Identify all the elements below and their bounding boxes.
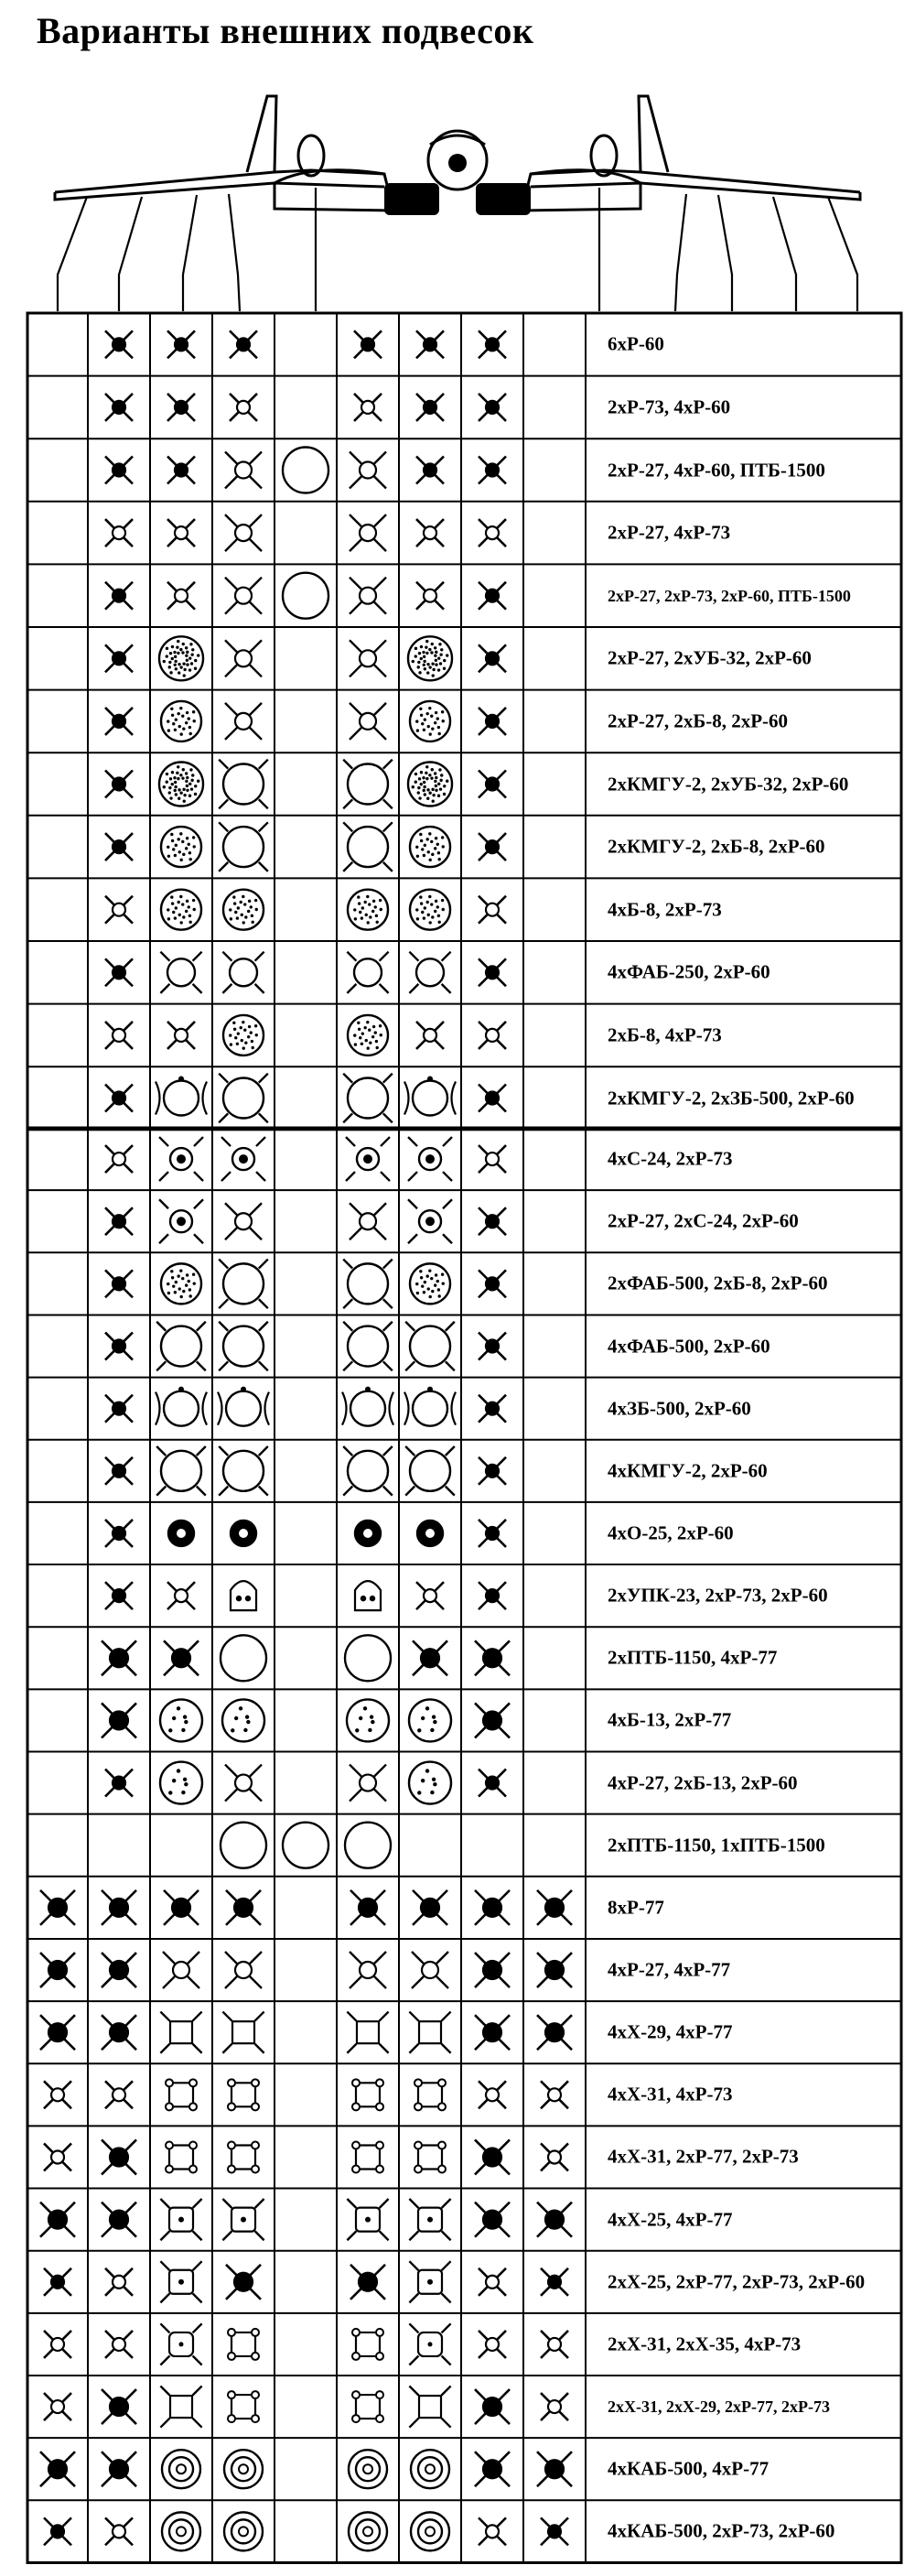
loadout-label: 2хКМГУ-2, 2хБ-8, 2хР-60 — [608, 835, 825, 858]
pylon-symbol-x-shape-filled-small — [479, 1395, 506, 1423]
pylon-symbol-x-shape-outline-small — [416, 519, 444, 547]
pylon-symbol-circle-with-lugs — [343, 822, 393, 871]
pylon-symbol-circle-dotted — [161, 701, 201, 741]
pylon-symbol-x-shape-filled-small — [105, 771, 133, 798]
pylon-symbol-x-shape-filled-small — [105, 958, 133, 986]
pylon-symbol-x-shape-filled-large — [102, 1703, 136, 1737]
pylon-symbol-x-shape-filled-large — [475, 1640, 510, 1675]
pylon-symbol-x-shape-filled-small — [479, 457, 506, 484]
pylon-symbol-circle-five-dots — [160, 1699, 202, 1741]
pylon-symbol-square-with-dot — [222, 2199, 264, 2240]
pylon-symbol-x-shape-filled-large — [413, 1640, 447, 1675]
pylon-symbol-x-shape-filled-large — [475, 2389, 510, 2424]
pylon-symbol-concentric-circles — [349, 2512, 387, 2550]
pylon-symbol-square-with-lugs — [228, 2141, 259, 2172]
loadout-label: 2хХ-31, 2хХ-29, 2хР-77, 2хР-73 — [608, 2397, 830, 2417]
pylon-symbol-x-shape-outline-small — [105, 896, 133, 924]
pylon-symbol-x-shape-filled-small — [105, 582, 133, 610]
pylon-symbol-x-shape-outline-small — [541, 2143, 568, 2170]
pylon-symbol-circle-dotted-dense — [159, 763, 203, 806]
loadout-label: 2хР-27, 2хС-24, 2хР-60 — [608, 1209, 799, 1232]
loadout-label: 4хР-27, 4хР-77 — [608, 1958, 731, 1981]
loadout-label: 4хС-24, 2хР-73 — [608, 1147, 733, 1170]
pylon-symbol-concentric-circles — [162, 2512, 200, 2550]
pylon-symbol-x-shape-filled-large — [350, 1890, 385, 1925]
loadout-label: 4хХ-25, 4хР-77 — [608, 2208, 733, 2231]
pylon-symbol-square-with-lugs — [414, 2141, 446, 2172]
pylon-symbol-filled-ring — [231, 1521, 256, 1546]
pylon-symbol-circle-with-lugs — [156, 1446, 206, 1496]
loadout-label: 2хР-27, 2хР-73, 2хР-60, ПТБ-1500 — [608, 586, 851, 605]
pylon-symbol-x-shape-large-outline — [350, 1765, 386, 1802]
pylon-symbol-x-shape-filled-small — [479, 1520, 506, 1547]
pylon-symbol-x-shape-filled-large — [40, 2452, 75, 2486]
loadout-label: 4хХ-31, 2хР-77, 2хР-73 — [608, 2145, 799, 2168]
pylon-symbol-square-with-lugs — [166, 2141, 197, 2172]
pylon-symbol-x-shape-filled-large — [102, 2389, 136, 2424]
loadout-label: 4хФАБ-500, 2хР-60 — [608, 1335, 770, 1358]
pylon-symbol-circle-dotted — [348, 890, 388, 930]
pylon-symbol-x-shape-filled-large — [475, 1953, 510, 1987]
pylon-symbol-x-shape-filled-large — [537, 2203, 572, 2237]
pylon-symbol-x-shape-large-outline — [350, 1203, 386, 1239]
loadout-label: 4хО-25, 2хР-60 — [608, 1521, 734, 1544]
pylon-symbol-circle-dotted — [410, 1263, 450, 1304]
pylon-symbol-x-shape-filled-small — [479, 708, 506, 735]
pylon-symbol-concentric-circles — [349, 2450, 387, 2488]
pylon-symbol-circle-with-lugs — [219, 1074, 268, 1123]
pylon-symbol-filled-ring — [168, 1521, 194, 1546]
pylon-symbol-x-shape-filled-large — [475, 2139, 510, 2174]
pylon-symbol-x-shape-filled-small — [105, 833, 133, 860]
pylon-symbol-x-shape-outline-small — [105, 519, 133, 547]
pylon-symbol-circle-dotted — [348, 1015, 388, 1055]
pylon-symbol-circle-dotted-dense — [408, 636, 452, 680]
pylon-symbol-concentric-circles — [411, 2512, 449, 2550]
pylon-symbol-square-with-lugs — [352, 2079, 383, 2110]
pylon-symbol-x-shape-filled-small — [416, 330, 444, 358]
pylon-symbol-x-shape-filled-small — [105, 1207, 133, 1235]
pylon-symbol-x-shape-filled-small — [105, 1270, 133, 1297]
pylon-symbol-square-with-lugs — [352, 2141, 383, 2172]
pylon-symbol-x-shape-outline-small — [416, 1022, 444, 1049]
pylon-symbol-x-shape-outline-small — [105, 1022, 133, 1049]
pylon-symbol-x-shape-filled-small — [416, 457, 444, 484]
pylon-symbol-x-shape-filled-large — [475, 2015, 510, 2050]
pylon-symbol-circle-with-lugs — [405, 1322, 455, 1371]
loadout-label: 4хХ-31, 4хР-73 — [608, 2083, 733, 2105]
pylon-symbol-x-shape-large-outline — [225, 1952, 262, 1988]
pylon-symbol-circle-five-dots — [222, 1699, 264, 1741]
pylon-symbol-x-shape-large-outline — [225, 452, 262, 489]
pylon-symbol-x-shape-outline-small — [479, 519, 506, 547]
pylon-symbol-circle-with-lugs — [405, 1446, 455, 1496]
pylon-symbol-x-shape-outline-small — [167, 519, 195, 547]
pylon-symbol-x-shape-filled-large — [226, 2265, 261, 2300]
pylon-symbol-x-shape-with-dot — [159, 1137, 203, 1181]
pylon-symbol-x-shape-filled-small — [479, 1457, 506, 1485]
pylon-symbol-square-with-lugs — [352, 2391, 383, 2422]
pylon-symbol-x-shape-filled-small — [105, 644, 133, 672]
pylon-symbol-circle-large — [345, 1823, 391, 1868]
pylon-symbol-x-shape-outline-small — [541, 2393, 568, 2420]
pylon-symbol-x-shape-large-outline — [350, 514, 386, 551]
pylon-symbol-x-shape-filled-small — [541, 2517, 568, 2545]
pylon-symbol-x-shape-filled-large — [475, 1703, 510, 1737]
loadout-label: 4хБ-13, 2хР-77 — [608, 1708, 732, 1731]
pylon-symbol-x-shape-large-outline — [225, 640, 262, 676]
loadout-label: 4хБ-8, 2хР-73 — [608, 898, 722, 921]
loadout-label: 2хКМГУ-2, 2хУБ-32, 2хР-60 — [608, 773, 849, 795]
pylon-symbol-circle-with-lugs — [219, 1322, 268, 1371]
table-section-border — [27, 313, 901, 1130]
pylon-symbol-x-shape-outline-small — [479, 1145, 506, 1173]
loadout-label: 2хХ-25, 2хР-77, 2хР-73, 2хР-60 — [608, 2270, 866, 2293]
pylon-symbol-concentric-circles — [162, 2450, 200, 2488]
pylon-symbol-x-shape-filled-large — [40, 2015, 75, 2050]
pylon-symbol-x-shape-outline-small — [354, 394, 382, 421]
pylon-symbol-x-shape-filled-small — [479, 1207, 506, 1235]
pylon-symbol-x-shape-filled-large — [102, 2139, 136, 2174]
pylon-symbol-circle-with-lugs — [343, 1446, 393, 1496]
pylon-symbol-concentric-circles — [224, 2512, 263, 2550]
pylon-symbol-x-shape-outline-small — [44, 2143, 71, 2170]
pylon-symbol-circle-dotted — [161, 890, 201, 930]
pylon-symbol-x-shape-filled-small — [105, 1520, 133, 1547]
pylon-symbol-circle-five-dots — [160, 1762, 202, 1804]
pylon-symbol-x-shape-large-outline — [225, 1203, 262, 1239]
pylon-symbol-x-shape-with-dot — [346, 1137, 390, 1181]
pylon-symbol-x-shape-filled-large — [102, 1953, 136, 1987]
pylon-symbol-x-shape-large-outline — [225, 1765, 262, 1802]
pylon-symbol-circle-large — [221, 1635, 266, 1681]
table-section-border — [27, 1128, 901, 2562]
pylon-symbol-x-shape-filled-large — [164, 1890, 199, 1925]
pylon-symbol-circle-with-lugs — [219, 1260, 268, 1309]
loadout-label: 2хУПК-23, 2хР-73, 2хР-60 — [608, 1584, 828, 1607]
pylon-symbol-circle-dotted — [410, 890, 450, 930]
pylon-symbol-x-shape-filled-large — [102, 1890, 136, 1925]
loadout-label: 2хР-27, 4хР-73 — [608, 521, 731, 544]
pylon-symbol-x-shape-filled-large — [537, 1890, 572, 1925]
pylon-symbol-x-shape-filled-large — [102, 2015, 136, 2050]
pylon-symbol-x-shape-filled-large — [537, 2452, 572, 2486]
pylon-symbol-x-shape-outline-small — [44, 2081, 71, 2108]
pylon-symbol-x-shape-outline-small — [44, 2393, 71, 2420]
pylon-symbol-x-shape-filled-small — [105, 708, 133, 735]
loadout-label: 4хКМГУ-2, 2хР-60 — [608, 1459, 768, 1482]
pylon-symbol-x-shape-outline-small — [416, 582, 444, 610]
pylon-symbol-x-shape-filled-large — [40, 1953, 75, 1987]
pylon-symbol-x-shape-filled-large — [537, 2015, 572, 2050]
pylon-symbol-x-shape-filled-large — [164, 1640, 199, 1675]
pylon-symbol-x-shape-outline-small — [105, 2517, 133, 2545]
pylon-symbol-circle-dotted — [223, 890, 264, 930]
pylon-symbol-x-shape-outline-small — [479, 2331, 506, 2358]
pylon-symbol-x-shape-filled-small — [105, 1582, 133, 1609]
pylon-symbol-x-shape-filled-small — [479, 1770, 506, 1797]
pylon-symbol-square-with-dot — [409, 2261, 450, 2302]
pylon-symbol-x-shape-square — [347, 2012, 388, 2053]
loadout-label: 2хХ-31, 2хХ-35, 4хР-73 — [608, 2332, 802, 2355]
pylon-symbol-x-shape-filled-large — [537, 1953, 572, 1987]
pylon-symbol-x-shape-filled-small — [44, 2268, 71, 2296]
loadout-label: 2хПТБ-1150, 1хПТБ-1500 — [608, 1834, 825, 1856]
pylon-symbol-square-with-dot — [160, 2199, 201, 2240]
pylon-symbol-circle-with-nose — [156, 1387, 207, 1426]
pylon-symbol-circle-five-dots — [409, 1699, 451, 1741]
pylon-symbol-x-shape-filled-small — [167, 330, 195, 358]
pylon-symbol-circle-large — [283, 1823, 328, 1868]
loadout-label: 2хФАБ-500, 2хБ-8, 2хР-60 — [608, 1272, 828, 1294]
pylon-symbol-x-shape-outline-small — [167, 1582, 195, 1609]
pylon-symbol-x-shape-large-outline — [225, 703, 262, 740]
pylon-symbol-x-shape-filled-small — [479, 582, 506, 610]
pylon-symbol-x-shape-filled-small — [479, 394, 506, 421]
pylon-symbol-x-shape-filled-small — [105, 1333, 133, 1360]
pylon-symbol-x-shape-filled-small — [479, 771, 506, 798]
pylon-symbol-circle-five-dots — [409, 1762, 451, 1804]
loadout-label: 2хР-73, 4хР-60 — [608, 395, 731, 418]
pylon-symbol-x-shape-large-outline — [350, 703, 386, 740]
pylon-symbol-circle-with-nose — [156, 1077, 207, 1116]
pylon-symbol-x-shape-square — [409, 2012, 450, 2053]
loadout-label: 4хР-27, 2хБ-13, 2хР-60 — [608, 1771, 798, 1794]
pylon-symbol-x-shape-filled-small — [354, 330, 382, 358]
pylon-symbol-circle-large — [345, 1635, 391, 1681]
loadout-label: 8хР-77 — [608, 1896, 664, 1919]
pylon-symbol-x-shape-outline-small — [541, 2081, 568, 2108]
pylon-symbol-x-shape-large-outline — [350, 452, 386, 489]
pylon-symbol-filled-ring — [355, 1521, 381, 1546]
pylon-symbol-pod-with-two-dots — [355, 1581, 381, 1610]
pylon-symbol-x-shape-outline-small — [479, 1022, 506, 1049]
pylon-symbol-circle-dotted — [161, 1263, 201, 1304]
pylon-symbol-x-shape-outline-small — [167, 582, 195, 610]
pylon-symbol-circle-dotted — [223, 1015, 264, 1055]
pylon-symbol-concentric-circles — [224, 2450, 263, 2488]
pylon-symbol-x-shape-outline-small — [479, 896, 506, 924]
pylon-symbol-x-shape-large-outline — [225, 514, 262, 551]
pylon-symbol-x-shape-filled-large — [40, 1890, 75, 1925]
pylon-symbol-circle-with-nose — [404, 1387, 456, 1426]
pylon-symbol-circle-with-lugs — [343, 1074, 393, 1123]
pylon-symbol-x-shape-outline-small — [230, 394, 257, 421]
pylon-symbol-x-shape-filled-small — [479, 958, 506, 986]
pylon-symbol-x-shape-filled-small — [479, 1270, 506, 1297]
pylon-symbol-x-shape-filled-small — [479, 644, 506, 672]
pylon-symbol-x-shape-filled-small — [479, 330, 506, 358]
pylon-symbol-circle-large — [283, 573, 328, 619]
pylon-symbol-circle-with-lugs-small — [222, 952, 264, 993]
pylon-symbol-square-with-lugs-alt — [409, 2323, 450, 2365]
pylon-symbol-x-shape-square — [222, 2012, 264, 2053]
pylon-symbol-x-shape-filled-small — [105, 457, 133, 484]
pylon-symbol-x-shape-square — [160, 2386, 201, 2427]
pylon-symbol-x-shape-filled-large — [350, 2265, 385, 2300]
pylon-symbol-circle-with-lugs — [343, 760, 393, 809]
pylon-symbol-x-shape-filled-small — [44, 2517, 71, 2545]
pylon-symbol-x-shape-filled-large — [475, 1890, 510, 1925]
pylon-symbol-x-shape-large-outline — [163, 1952, 199, 1988]
pylon-symbol-x-shape-large-outline — [350, 640, 386, 676]
pylon-symbol-x-shape-filled-large — [226, 1890, 261, 1925]
pylon-symbol-circle-with-lugs — [219, 760, 268, 809]
pylon-symbol-x-shape-filled-small — [105, 1770, 133, 1797]
pylon-symbol-x-shape-square — [409, 2386, 450, 2427]
pylon-symbol-x-shape-filled-small — [105, 394, 133, 421]
pylon-symbol-x-shape-filled-small — [105, 1085, 133, 1112]
pylon-symbol-circle-with-lugs-small — [347, 952, 388, 993]
pylon-symbol-x-shape-outline-small — [416, 1582, 444, 1609]
pylon-symbol-x-shape-outline-small — [105, 2268, 133, 2296]
pylon-symbol-x-shape-with-dot — [408, 1137, 452, 1181]
pylon-symbol-square-with-lugs — [228, 2329, 259, 2360]
pylon-symbol-circle-with-lugs — [343, 1260, 393, 1309]
pylon-symbol-circle-dotted — [410, 827, 450, 867]
pylon-symbol-x-shape-large-outline — [350, 578, 386, 614]
pylon-symbol-x-shape-outline-small — [167, 1022, 195, 1049]
pylon-symbol-circle-with-nose — [218, 1387, 269, 1426]
pylon-symbol-x-shape-filled-large — [475, 2203, 510, 2237]
pylon-symbol-x-shape-outline-small — [105, 2081, 133, 2108]
pylon-symbol-x-shape-filled-small — [167, 457, 195, 484]
pylon-symbol-x-shape-filled-large — [102, 2203, 136, 2237]
pylon-symbol-x-shape-with-dot — [408, 1199, 452, 1243]
pylon-symbol-x-shape-filled-large — [102, 1640, 136, 1675]
page-title: Варианты внешних подвесок — [37, 10, 534, 51]
loadout-label: 4хХ-29, 4хР-77 — [608, 2020, 733, 2043]
pylon-symbol-circle-with-nose — [404, 1077, 456, 1116]
pylon-symbol-circle-with-lugs-small — [409, 952, 450, 993]
pylon-symbol-square-with-dot — [409, 2199, 450, 2240]
pylon-symbol-x-shape-filled-small — [479, 833, 506, 860]
loadout-label: 2хПТБ-1150, 4хР-77 — [608, 1646, 778, 1669]
pylon-symbol-square-with-lugs — [352, 2329, 383, 2360]
pylon-symbol-square-with-lugs — [228, 2391, 259, 2422]
pylon-symbol-x-shape-outline-small — [541, 2331, 568, 2358]
pylon-symbol-circle-with-lugs — [219, 1446, 268, 1496]
pylon-symbol-x-shape-filled-small — [479, 1085, 506, 1112]
pylon-symbol-x-shape-filled-small — [230, 330, 257, 358]
pylon-symbol-square-with-lugs — [166, 2079, 197, 2110]
pylon-symbol-x-shape-filled-large — [475, 2452, 510, 2486]
pylon-symbol-circle-dotted — [161, 827, 201, 867]
pylon-symbol-x-shape-filled-small — [105, 1457, 133, 1485]
pylon-symbol-x-shape-filled-large — [413, 1890, 447, 1925]
pylon-symbol-x-shape-outline-small — [105, 1145, 133, 1173]
pylon-symbol-circle-five-dots — [347, 1699, 389, 1741]
pylon-symbol-circle-dotted-dense — [159, 636, 203, 680]
pylon-symbol-x-shape-filled-small — [105, 330, 133, 358]
pylon-symbol-x-shape-filled-small — [479, 1333, 506, 1360]
loadout-label: 4хКАБ-500, 2хР-73, 2хР-60 — [608, 2519, 835, 2542]
pylon-symbol-circle-large — [221, 1823, 266, 1868]
loadout-label: 2хР-27, 2хУБ-32, 2хР-60 — [608, 646, 812, 669]
pylon-symbol-circle-dotted-dense — [408, 763, 452, 806]
pylon-symbol-x-shape-with-dot — [159, 1199, 203, 1243]
pylon-symbol-concentric-circles — [411, 2450, 449, 2488]
loadout-label: 2хКМГУ-2, 2хЗБ-500, 2хР-60 — [608, 1087, 855, 1109]
pylon-symbol-x-shape-outline-small — [105, 2331, 133, 2358]
pylon-symbol-x-shape-large-outline — [225, 578, 262, 614]
pylon-symbol-x-shape-large-outline — [350, 1952, 386, 1988]
pylon-symbol-x-shape-filled-small — [167, 394, 195, 421]
pylon-symbol-square-with-lugs-alt — [160, 2323, 201, 2365]
pylon-symbol-circle-with-nose — [342, 1387, 393, 1426]
pylon-symbol-x-shape-filled-small — [541, 2268, 568, 2296]
pylon-symbol-x-shape-filled-small — [479, 1582, 506, 1609]
pylon-symbol-square-with-lugs — [414, 2079, 446, 2110]
pylon-symbol-x-shape-with-dot — [221, 1137, 265, 1181]
pylon-symbol-x-shape-outline-small — [479, 2268, 506, 2296]
loadout-label: 4хЗБ-500, 2хР-60 — [608, 1397, 751, 1420]
pylon-symbol-pod-with-two-dots — [231, 1581, 256, 1610]
pylon-symbol-square-with-dot — [160, 2261, 201, 2302]
pylon-symbol-square-with-lugs — [228, 2079, 259, 2110]
pylon-symbol-circle-with-lugs — [343, 1322, 393, 1371]
pylon-symbol-circle-with-lugs — [219, 822, 268, 871]
loadout-label: 2хР-27, 4хР-60, ПТБ-1500 — [608, 459, 825, 481]
loadout-label: 2хР-27, 2хБ-8, 2хР-60 — [608, 709, 789, 732]
pylon-symbol-circle-with-lugs-small — [160, 952, 201, 993]
loadout-label: 2хБ-8, 4хР-73 — [608, 1023, 722, 1046]
pylon-symbol-square-with-dot — [347, 2199, 388, 2240]
pylon-symbol-x-shape-filled-large — [102, 2452, 136, 2486]
pylon-symbol-x-shape-outline-small — [479, 2517, 506, 2545]
loadout-label: 6хР-60 — [608, 332, 664, 355]
pylon-symbol-x-shape-large-outline — [412, 1952, 448, 1988]
pylon-symbol-x-shape-filled-small — [416, 394, 444, 421]
pylon-symbol-circle-dotted — [410, 701, 450, 741]
pylon-symbol-x-shape-square — [160, 2012, 201, 2053]
pylon-symbol-circle-large — [283, 448, 328, 493]
pylon-symbol-x-shape-outline-small — [479, 2081, 506, 2108]
pylon-symbol-filled-ring — [417, 1521, 443, 1546]
pylon-symbol-x-shape-filled-small — [105, 1395, 133, 1423]
loadout-label: 4хФАБ-250, 2хР-60 — [608, 960, 770, 983]
pylon-symbol-x-shape-outline-small — [44, 2331, 71, 2358]
pylon-symbol-circle-with-lugs — [156, 1322, 206, 1371]
pylon-symbol-x-shape-filled-large — [40, 2203, 75, 2237]
loadout-label: 4хКАБ-500, 4хР-77 — [608, 2457, 770, 2480]
